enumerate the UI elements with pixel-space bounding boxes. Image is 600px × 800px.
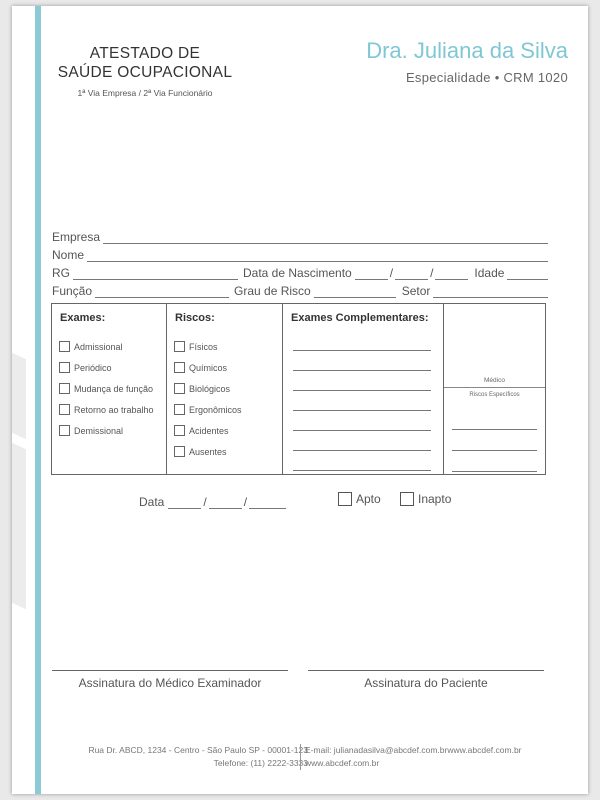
checkbox[interactable] bbox=[59, 341, 70, 352]
exame-label: Admissional bbox=[74, 341, 123, 352]
inapto-option[interactable] bbox=[400, 492, 451, 506]
footer-address: Rua Dr. ABCD, 1234 - Centro - São Paulo SP - 00001-123 bbox=[88, 745, 308, 755]
risco-label: Ausentes bbox=[189, 446, 227, 457]
decor-stripe bbox=[12, 523, 26, 610]
inapto-label: Inapto bbox=[418, 492, 452, 506]
checkbox[interactable] bbox=[59, 362, 70, 373]
risco-item[interactable] bbox=[174, 341, 218, 352]
exame-label: Retorno ao trabalho bbox=[74, 404, 154, 415]
checkbox[interactable] bbox=[174, 341, 185, 352]
field-nascimento-month[interactable] bbox=[395, 267, 428, 280]
exame-item[interactable] bbox=[59, 341, 123, 352]
field-rg-label: RG bbox=[52, 266, 70, 280]
risco-label: Biológicos bbox=[189, 383, 231, 394]
field-empresa-line[interactable] bbox=[103, 231, 548, 244]
checkbox[interactable] bbox=[174, 362, 185, 373]
risco-label: Ergonômicos bbox=[189, 404, 242, 415]
field-nascimento-day[interactable] bbox=[355, 267, 388, 280]
complementar-line[interactable] bbox=[293, 410, 431, 411]
date-row bbox=[139, 493, 286, 509]
field-row-funcao bbox=[52, 282, 548, 298]
field-grau-line[interactable] bbox=[314, 285, 396, 298]
date-separator: / bbox=[389, 266, 394, 280]
checkbox[interactable] bbox=[59, 425, 70, 436]
field-nome-line[interactable] bbox=[87, 249, 548, 262]
risco-item[interactable] bbox=[174, 404, 242, 415]
medico-column bbox=[444, 304, 545, 474]
checkbox[interactable] bbox=[174, 383, 185, 394]
checkbox[interactable] bbox=[174, 425, 185, 436]
inapto-checkbox[interactable] bbox=[400, 492, 414, 506]
exame-item[interactable] bbox=[59, 425, 123, 436]
data-label: Data bbox=[139, 495, 165, 509]
exame-item[interactable] bbox=[59, 383, 153, 394]
complementar-line[interactable] bbox=[293, 430, 431, 431]
risco-especifico-line[interactable] bbox=[452, 429, 537, 430]
apto-checkbox[interactable] bbox=[338, 492, 352, 506]
field-grau-label: Grau de Risco bbox=[234, 284, 311, 298]
field-setor-label: Setor bbox=[401, 284, 431, 298]
complementar-line[interactable] bbox=[293, 350, 431, 351]
checkbox[interactable] bbox=[59, 404, 70, 415]
exames-column bbox=[52, 304, 167, 474]
footer-website: www.abcdef.com.br bbox=[305, 758, 380, 768]
data-month[interactable] bbox=[209, 496, 242, 509]
field-funcao-line[interactable] bbox=[95, 285, 229, 298]
risco-item[interactable] bbox=[174, 446, 227, 457]
date-separator: / bbox=[203, 495, 207, 509]
checkbox[interactable] bbox=[174, 446, 185, 457]
risco-label: Físicos bbox=[189, 341, 218, 352]
field-row-rg bbox=[52, 264, 548, 280]
field-nome bbox=[52, 246, 548, 262]
field-idade-label: Idade bbox=[474, 266, 505, 280]
exame-item[interactable] bbox=[59, 404, 154, 415]
date-separator: / bbox=[430, 266, 434, 280]
exame-label: Demissional bbox=[74, 425, 124, 436]
field-nascimento-label: Data de Nascimento bbox=[243, 266, 352, 280]
field-idade-line[interactable] bbox=[507, 267, 548, 280]
exames-heading: Exames: bbox=[60, 312, 106, 324]
exame-label: Mudança de função bbox=[74, 383, 154, 394]
riscos-heading: Riscos: bbox=[175, 312, 215, 324]
risco-item[interactable] bbox=[174, 383, 230, 394]
complementares-heading: Exames Complementares: bbox=[291, 312, 429, 324]
field-empresa-label: Empresa bbox=[52, 230, 101, 244]
risco-especifico-line[interactable] bbox=[452, 471, 537, 472]
decor-stripe bbox=[12, 443, 26, 530]
data-year[interactable] bbox=[249, 496, 286, 509]
exams-box bbox=[51, 303, 546, 475]
form-subtitle: 1ª Via Empresa / 2ª Via Funcionário bbox=[77, 88, 213, 98]
doctor-specialty: Especialidade • CRM 1020 bbox=[405, 70, 568, 85]
risco-label: Acidentes bbox=[189, 425, 229, 436]
medico-divider bbox=[444, 387, 545, 388]
field-nome-label: Nome bbox=[52, 248, 85, 262]
complementar-line[interactable] bbox=[293, 470, 431, 471]
exame-item[interactable] bbox=[59, 362, 112, 373]
complementar-line[interactable] bbox=[293, 450, 431, 451]
risco-label: Químicos bbox=[189, 362, 228, 373]
complementar-line[interactable] bbox=[293, 390, 431, 391]
footer-phone: Telefone: (11) 2222-3333 bbox=[213, 758, 308, 768]
form-title-line2: SAÚDE OCUPACIONAL bbox=[57, 64, 233, 81]
field-funcao-label: Função bbox=[52, 284, 93, 298]
paciente-signature-label: Assinatura do Paciente bbox=[364, 676, 488, 690]
date-separator: / bbox=[243, 495, 248, 509]
field-setor-line[interactable] bbox=[433, 285, 548, 298]
decor-stripe bbox=[12, 353, 26, 440]
risco-especifico-line[interactable] bbox=[452, 450, 537, 451]
exame-label: Periódico bbox=[74, 362, 112, 373]
medico-label: Médico bbox=[484, 377, 505, 384]
footer-divider bbox=[300, 744, 301, 770]
risco-item[interactable] bbox=[174, 425, 229, 436]
complementares-column bbox=[283, 304, 444, 474]
medico-signature-line[interactable] bbox=[52, 670, 288, 671]
complementar-line[interactable] bbox=[293, 370, 431, 371]
riscos-especificos-label: Riscos Específicos bbox=[469, 392, 520, 398]
riscos-column bbox=[167, 304, 283, 474]
footer-contact-block bbox=[305, 744, 522, 770]
apto-option[interactable] bbox=[338, 492, 381, 506]
checkbox[interactable] bbox=[174, 404, 185, 415]
medico-signature-label: Assinatura do Médico Examinador bbox=[78, 676, 262, 690]
footer-email: E-mail: julianadasilva@abcdef.com.brwww.abcdef.com.br bbox=[305, 745, 522, 755]
form-title bbox=[50, 44, 240, 82]
form-title-line1: ATESTADO DE bbox=[89, 45, 201, 62]
field-rg-line[interactable] bbox=[73, 267, 238, 280]
field-nascimento-year[interactable] bbox=[435, 267, 468, 280]
checkbox[interactable] bbox=[59, 383, 70, 394]
apto-label: Apto bbox=[356, 492, 381, 506]
accent-bar bbox=[35, 6, 41, 794]
paciente-signature-line[interactable] bbox=[308, 670, 544, 671]
field-empresa bbox=[52, 228, 548, 244]
data-day[interactable] bbox=[168, 496, 201, 509]
doctor-name: Dra. Juliana da Silva bbox=[366, 38, 568, 63]
footer-address-block bbox=[88, 744, 308, 770]
risco-item[interactable] bbox=[174, 362, 227, 373]
